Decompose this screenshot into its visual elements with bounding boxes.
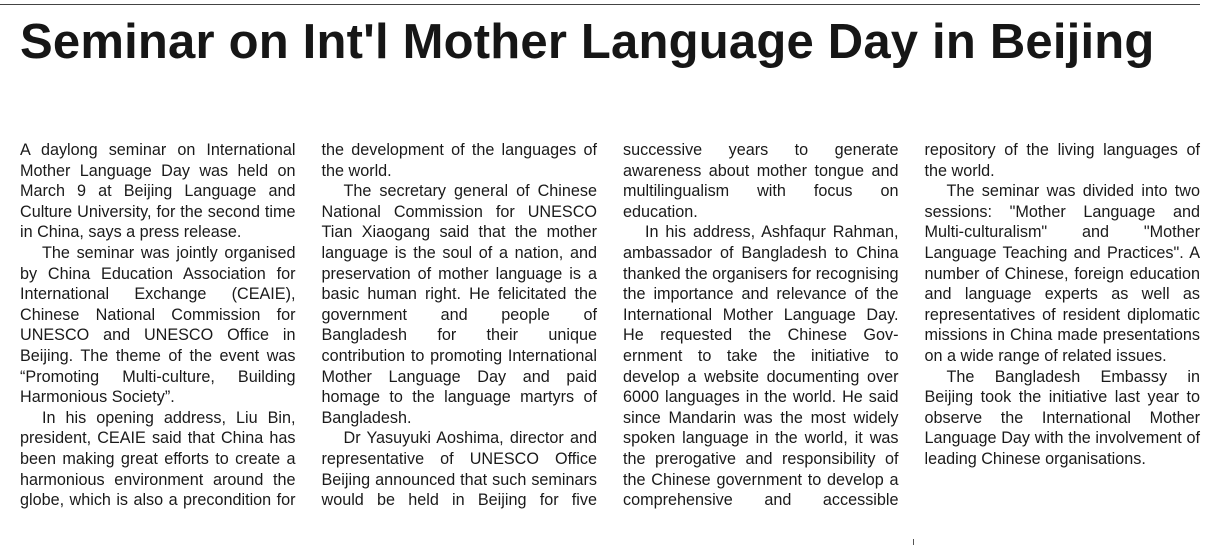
article-paragraph: The secretary general of Chinese National Commission for UNESCO Tian Xiaogang said that the mother language is the soul of a nation, and preservation of mother language is a basic human right. He felicitated the government and people of Bangladesh for their unique contribution to promoting International Mother Language Day and paid homage to the language martyrs of Bangladesh. <box>321 182 597 427</box>
article-paragraph: A daylong seminar on International Mother Language Day was held on March 9 at Beijing Language and Culture University, for the second time in China, says a press release. <box>20 141 296 242</box>
article-paragraph: The Bangladesh Embassy in Beijing took the initiative last year to observe the International Mother Language Day with the involvement of leading Chinese organisations. <box>924 367 1200 468</box>
article-body <box>20 140 1200 530</box>
article-paragraph: The seminar was jointly organised by China Education Association for International Exchange (CEAIE), Chinese National Commission for UNESCO and UNESCO Office in Beijing. The theme of the event was “Promoting Multi-culture, Building Harmonious Society”. <box>20 243 296 407</box>
article-paragraph: The seminar was divided into two sessions: "Mother Language and Multi-culturalism" and "Mother Language Teaching and Practices". A number of Chinese, foreign education and language experts as well as representatives of resident diplomatic missions in China made presentations on a wide range of related issues. <box>924 182 1200 365</box>
article-headline: Seminar on Int'l Mother Language Day in Beijing <box>20 15 1155 69</box>
article-paragraph: In his opening address, Liu Bin, president, CEAIE said that China has been making great efforts to create a harmonious environment around the globe, which is also a precondition for the development of the languages of the world. <box>20 141 597 510</box>
article-paragraph: Dr Yasuyuki Aoshima, director and representative of UNESCO Office Beijing announced that such seminars would be held in Beijing for five successive years to generate awareness about mother tongue and multilingualism with focus on education. <box>321 141 899 510</box>
edge-mark <box>913 539 914 545</box>
top-rule <box>0 4 1200 5</box>
article-paragraph: In his address, Ashfaqur Rahman, ambassador of Bangladesh to China thanked the organisers for recognising the importance and relevance of the International Mother Language Day. He requested the Chinese Government to take the initiative to develop a website documenting over 6000 languages in the world. He said since Mandarin was the most widely spoken language in the world, it was the prerogative and responsibility of the Chinese government to develop a comprehensive and accessible repository of the living languages of the world. <box>623 141 1200 510</box>
